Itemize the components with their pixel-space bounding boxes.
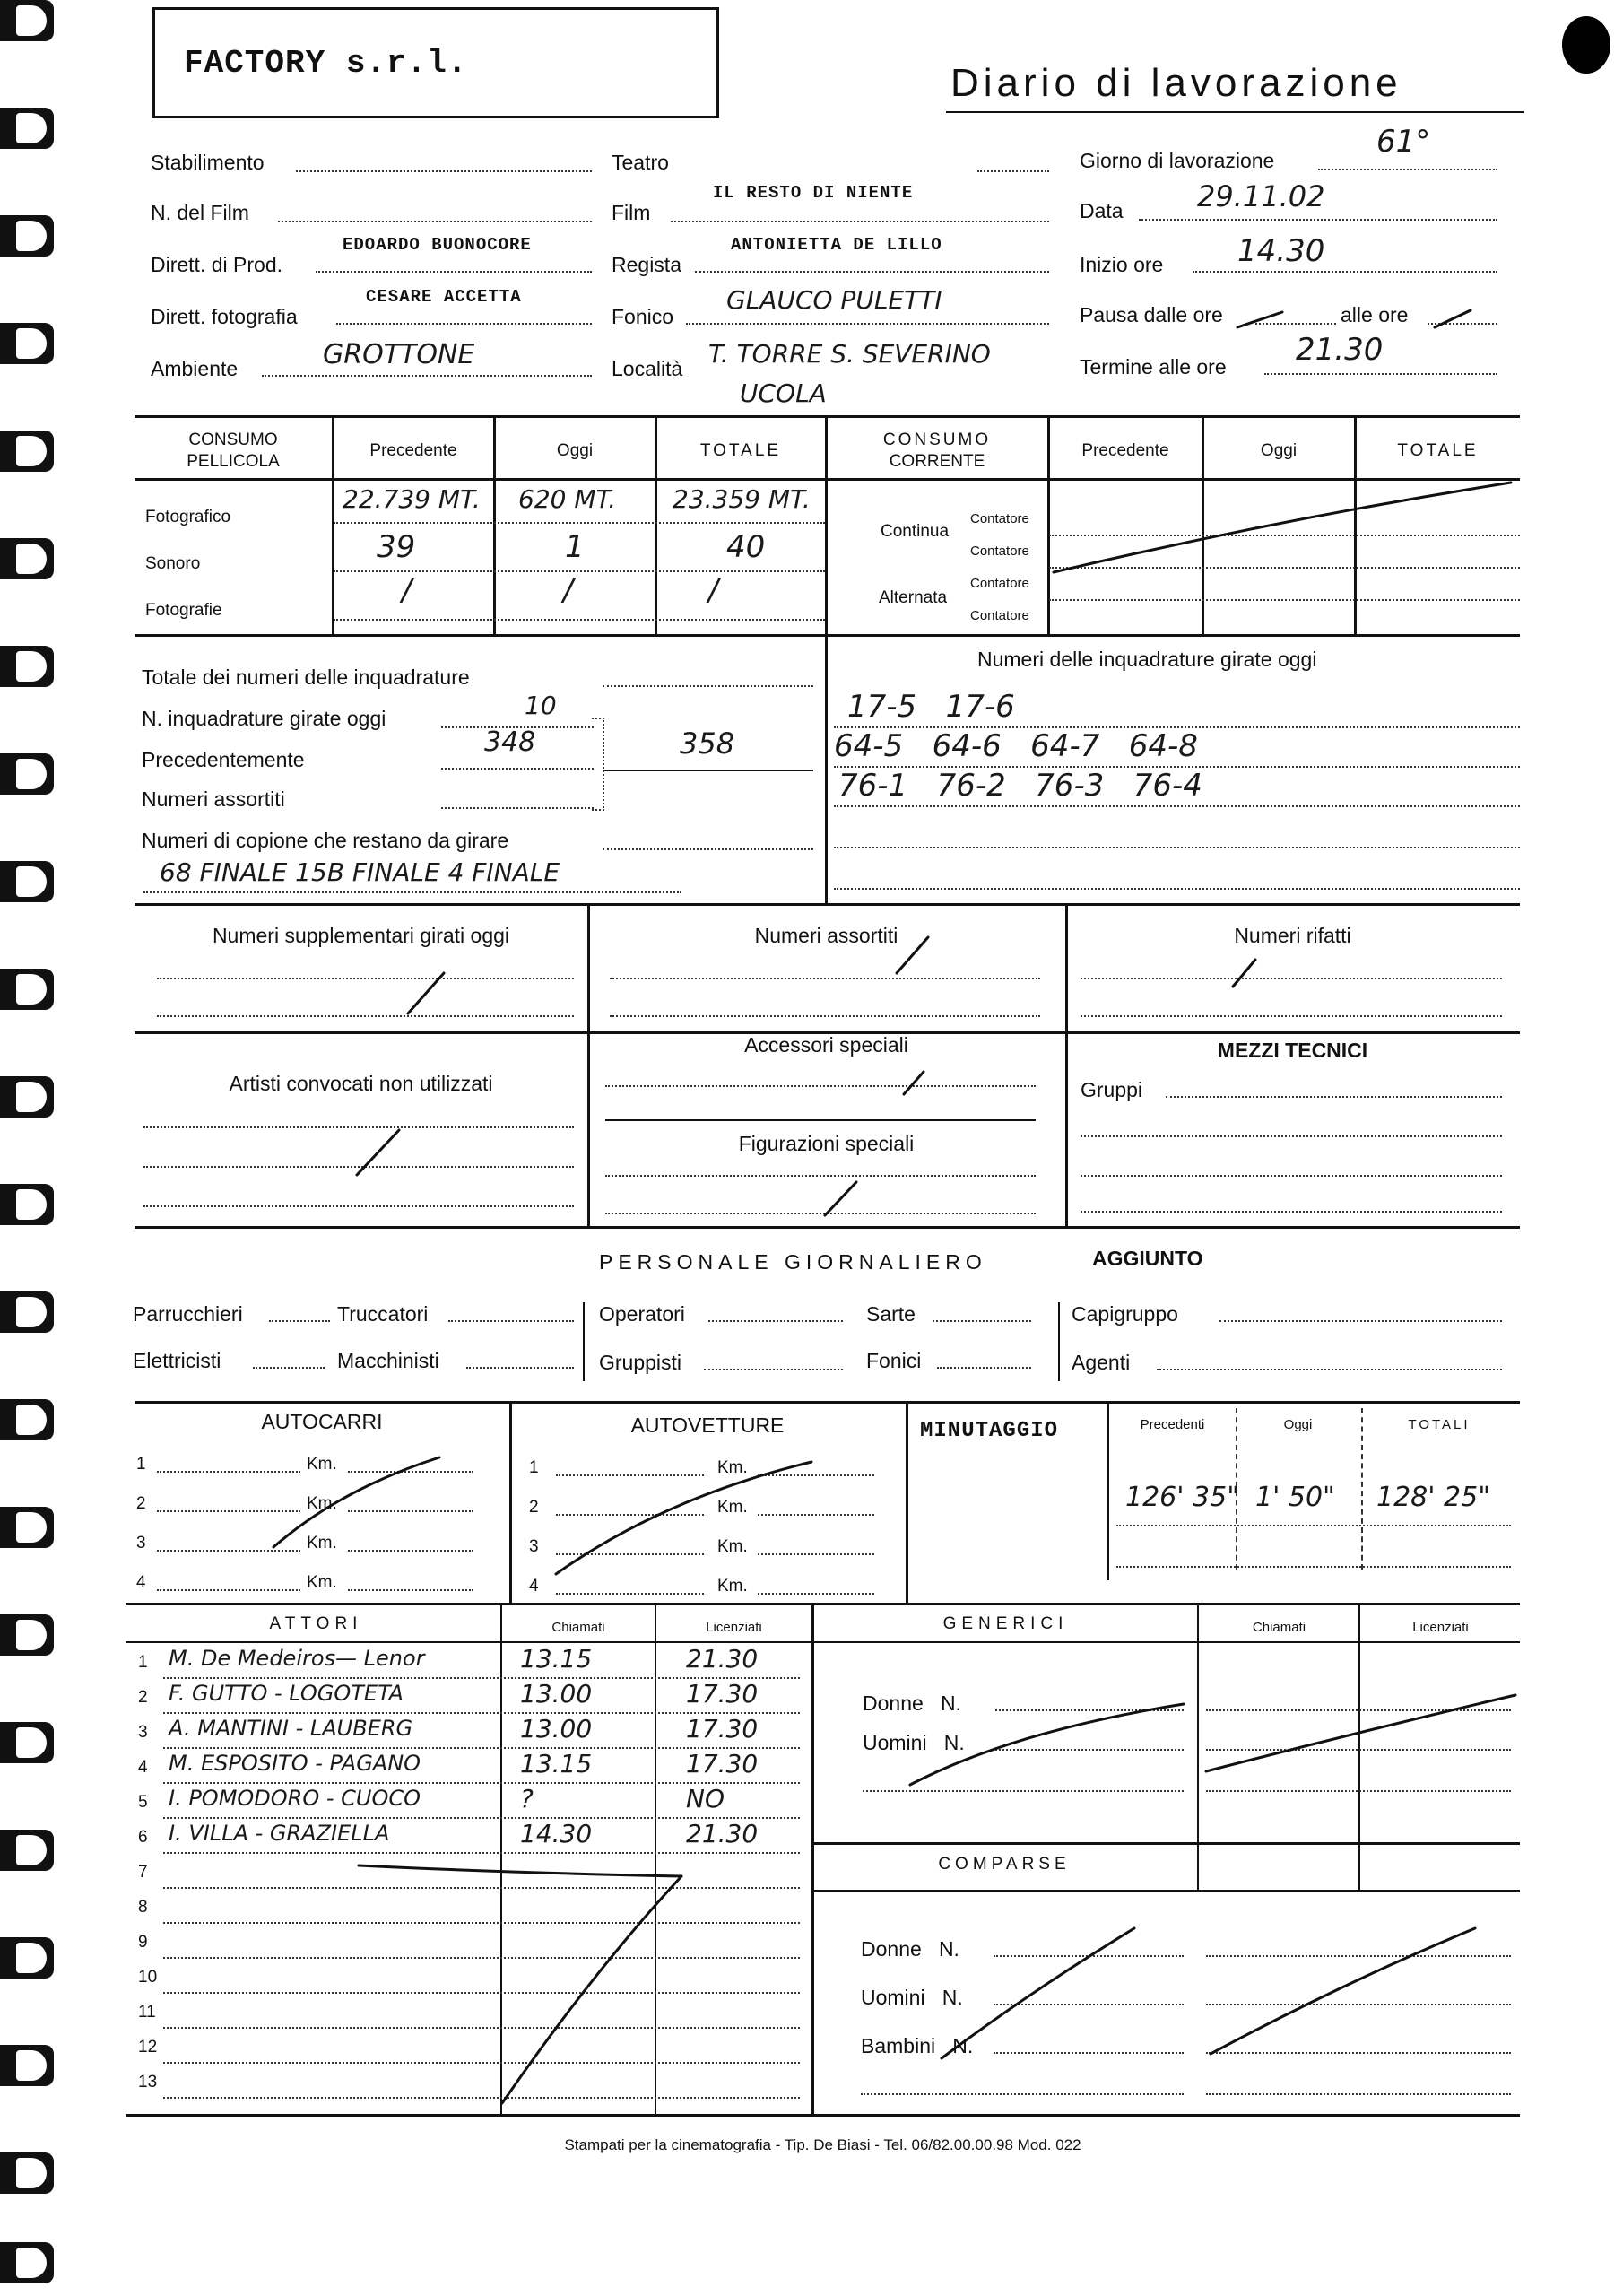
personale-title: PERSONALE GIORNALIERO — [599, 1250, 987, 1274]
km-label: Km. — [717, 1498, 748, 1517]
sarte-label: Sarte — [866, 1302, 916, 1326]
copione-label: Numeri di copione che restano da girare — [142, 829, 509, 852]
fonico-label: Fonico — [612, 305, 674, 328]
autocarro-row-num: 3 — [136, 1534, 146, 1552]
attore-chiamati: 13.15 — [520, 1644, 593, 1674]
attore-row-number: 2 — [138, 1688, 148, 1707]
km-label: Km. — [307, 1534, 337, 1552]
film-value: IL RESTO DI NIENTE — [713, 183, 914, 203]
figurazioni-label: Figurazioni speciali — [738, 1132, 915, 1155]
comparse-uomini-label: Uomini N. — [861, 1986, 963, 2009]
pellicola-cell: / — [563, 572, 574, 608]
inizio-label: Inizio ore — [1080, 253, 1164, 276]
minutaggio-header-oggi: Oggi — [1283, 1417, 1313, 1432]
comparse-title: COMPARSE — [938, 1855, 1071, 1874]
accessori-label: Accessori speciali — [744, 1033, 908, 1057]
minutaggio-header-prec: Precedenti — [1140, 1417, 1205, 1432]
dirprod-value: EDOARDO BUONOCORE — [343, 235, 532, 255]
fonici-label: Fonici — [866, 1349, 922, 1372]
pellicola-header-prec: Precedente — [369, 441, 457, 460]
ambiente-label: Ambiente — [151, 357, 239, 380]
minutaggio-title: MINUTAGGIO — [920, 1419, 1059, 1443]
localita-value-2: UCOLA — [740, 378, 827, 408]
attore-row-number: 1 — [138, 1653, 148, 1672]
inquadrature-row: 64-5 64-6 64-7 64-8 — [834, 728, 1198, 764]
attore-licenziati: 17.30 — [686, 1679, 759, 1709]
parrucchieri-label: Parrucchieri — [133, 1302, 243, 1326]
attore-row-number: 4 — [138, 1758, 148, 1777]
attore-licenziati: 17.30 — [686, 1749, 759, 1779]
pellicola-row-label: Fotografie — [145, 601, 222, 620]
nfilm-label: N. del Film — [151, 201, 249, 224]
pellicola-cell: / — [402, 572, 412, 608]
truccatori-label: Truccatori — [337, 1302, 429, 1326]
personale-aggiunto: AGGIUNTO — [1092, 1247, 1203, 1270]
pellicola-cell: 22.739 MT. — [343, 484, 481, 514]
pellicola-cell: 620 MT. — [518, 484, 617, 514]
stabilimento-label: Stabilimento — [151, 151, 265, 174]
attore-chiamati: ? — [520, 1784, 534, 1813]
km-label: Km. — [717, 1458, 748, 1477]
contatore-label: Contatore — [970, 576, 1029, 591]
km-label: Km. — [307, 1573, 337, 1592]
precedentemente-label: Precedentemente — [142, 748, 305, 771]
minutaggio-value: 126' 35" — [1125, 1482, 1240, 1513]
data-label: Data — [1080, 199, 1124, 222]
operatori-label: Operatori — [599, 1302, 685, 1326]
attore-row-number: 8 — [138, 1898, 148, 1917]
inquadrature-girate-title: Numeri delle inquadrature girate oggi — [977, 648, 1317, 671]
mezzi-label: MEZZI TECNICI — [1217, 1039, 1368, 1062]
attore-row-number: 3 — [138, 1723, 148, 1742]
inquadrature-row: 17-5 17-6 — [847, 689, 1015, 725]
attore-licenziati: 17.30 — [686, 1714, 759, 1744]
alternata-label: Alternata — [879, 588, 948, 607]
girate-oggi-label: N. inquadrature girate oggi — [142, 707, 386, 730]
numeri-assortiti-label: Numeri assortiti — [142, 787, 285, 811]
attore-chiamati: 13.00 — [520, 1679, 593, 1709]
pellicola-cell: 40 — [726, 529, 766, 565]
pellicola-row-label: Fotografico — [145, 508, 231, 526]
inquadrature-row: 76-1 76-2 76-3 76-4 — [838, 768, 1202, 804]
minutaggio-value: 1' 50" — [1255, 1482, 1335, 1513]
pellicola-header-oggi: Oggi — [556, 441, 594, 460]
autocarro-row-num: 4 — [136, 1573, 146, 1592]
pellicola-cell: / — [708, 572, 719, 608]
termine-label: Termine alle ore — [1080, 355, 1227, 378]
attori-title: ATTORI — [269, 1614, 363, 1633]
generici-uomini-label: Uomini N. — [863, 1731, 965, 1754]
attore-name: I. VILLA - GRAZIELLA — [169, 1821, 390, 1846]
generici-chiamati-header: Chiamati — [1252, 1620, 1306, 1635]
teatro-label: Teatro — [612, 151, 669, 174]
autocarro-row-num: 2 — [136, 1494, 146, 1513]
autovettura-row-num: 3 — [529, 1537, 539, 1556]
attore-row-number: 5 — [138, 1793, 148, 1812]
pellicola-header-totale: TOTALE — [699, 441, 782, 460]
corrente-title-1: CONSUMO — [882, 430, 992, 449]
gruppisti-label: Gruppisti — [599, 1351, 682, 1374]
macchinisti-label: Macchinisti — [337, 1349, 439, 1372]
continua-label: Continua — [881, 522, 950, 541]
data-value: 29.11.02 — [1197, 179, 1325, 213]
assortiti-label: Numeri assortiti — [754, 924, 898, 947]
generici-title: GENERICI — [942, 1614, 1069, 1633]
fonico-value: GLAUCO PULETTI — [726, 285, 942, 315]
attore-chiamati: 13.00 — [520, 1714, 593, 1744]
termine-value: 21.30 — [1296, 332, 1384, 368]
attori-licenziati-header: Licenziati — [706, 1620, 762, 1635]
attore-licenziati: NO — [686, 1784, 725, 1813]
totale-inquadrature-label: Totale dei numeri delle inquadrature — [142, 665, 470, 689]
autovettura-row-num: 1 — [529, 1458, 539, 1477]
attore-row-number: 9 — [138, 1933, 148, 1952]
artisti-label: Artisti convocati non utilizzati — [229, 1072, 493, 1095]
corrente-title-2: CORRENTE — [889, 452, 985, 471]
elettricisti-label: Elettricisti — [133, 1349, 221, 1372]
attore-name: I. POMODORO - CUOCO — [169, 1786, 421, 1811]
giorno-label: Giorno di lavorazione — [1080, 149, 1275, 172]
km-label: Km. — [717, 1537, 748, 1556]
km-label: Km. — [717, 1577, 748, 1596]
attore-row-number: 7 — [138, 1863, 148, 1882]
autovettura-row-num: 2 — [529, 1498, 539, 1517]
capigruppo-label: Capigruppo — [1072, 1302, 1178, 1326]
inquadrature-sum: 358 — [680, 726, 735, 761]
attore-row-number: 10 — [138, 1968, 158, 1987]
corrente-header-prec: Precedente — [1081, 441, 1169, 460]
minutaggio-value: 128' 25" — [1376, 1482, 1491, 1513]
copione-value: 68 FINALE 15B FINALE 4 FINALE — [160, 857, 560, 887]
attore-row-number: 11 — [138, 2003, 156, 2022]
alle-label: alle ore — [1341, 303, 1409, 326]
pellicola-cell: 23.359 MT. — [673, 484, 811, 514]
regista-label: Regista — [612, 253, 681, 276]
autocarro-row-num: 1 — [136, 1455, 146, 1474]
girate-oggi-value: 10 — [525, 691, 557, 720]
autocarri-label: AUTOCARRI — [261, 1410, 383, 1433]
film-label: Film — [612, 201, 651, 224]
footer-printer: Stampati per la cinematografia - Tip. De Biasi - Tel. 06/82.00.00.98 Mod. 022 — [564, 2136, 1081, 2153]
km-label: Km. — [307, 1455, 337, 1474]
corrente-header-totale: TOTALE — [1397, 441, 1479, 460]
attore-name: M. ESPOSITO - PAGANO — [169, 1751, 421, 1776]
ambiente-value: GROTTONE — [323, 339, 475, 370]
gruppi-label: Gruppi — [1081, 1078, 1143, 1101]
comparse-bambini-label: Bambini N. — [861, 2034, 974, 2057]
comparse-donne-label: Donne N. — [861, 1937, 959, 1961]
corrente-header-oggi: Oggi — [1260, 441, 1298, 460]
dirfoto-label: Dirett. fotografia — [151, 305, 298, 328]
dirprod-label: Dirett. di Prod. — [151, 253, 282, 276]
contatore-label: Contatore — [970, 608, 1029, 623]
attore-licenziati: 21.30 — [686, 1819, 759, 1848]
pellicola-title-1: CONSUMO — [188, 430, 278, 449]
attore-row-number: 13 — [138, 2073, 158, 2092]
pellicola-cell: 39 — [377, 529, 416, 565]
minutaggio-header-totali: TOTALI — [1408, 1417, 1471, 1432]
attore-chiamati: 14.30 — [520, 1819, 593, 1848]
pausa-label: Pausa dalle ore — [1080, 303, 1223, 326]
autovettura-row-num: 4 — [529, 1577, 539, 1596]
regista-value: ANTONIETTA DE LILLO — [731, 235, 942, 255]
inizio-value: 14.30 — [1237, 233, 1325, 269]
km-label: Km. — [307, 1494, 337, 1513]
form-title: Diario di lavorazione — [950, 61, 1402, 105]
autovetture-label: AUTOVETTURE — [630, 1413, 785, 1437]
attore-name: M. De Medeiros— Lenor — [169, 1646, 425, 1671]
company-name: FACTORY s.r.l. — [184, 45, 468, 82]
dirfoto-value: CESARE ACCETTA — [366, 287, 522, 307]
attore-name: A. MANTINI - LAUBERG — [169, 1716, 413, 1741]
pellicola-title-2: PELLICOLA — [187, 452, 280, 471]
pellicola-cell: 1 — [565, 529, 585, 565]
giorno-value: 61° — [1376, 124, 1431, 160]
attore-chiamati: 13.15 — [520, 1749, 593, 1779]
rifatti-label: Numeri rifatti — [1234, 924, 1351, 947]
attore-licenziati: 21.30 — [686, 1644, 759, 1674]
localita-value: T. TORRE S. SEVERINO — [708, 339, 991, 369]
agenti-label: Agenti — [1072, 1351, 1131, 1374]
attore-name: F. GUTTO - LOGOTETA — [169, 1681, 404, 1706]
attore-row-number: 6 — [138, 1828, 148, 1847]
supplementari-label: Numeri supplementari girati oggi — [212, 924, 510, 947]
contatore-label: Contatore — [970, 544, 1029, 559]
precedentemente-value: 348 — [484, 726, 536, 758]
localita-label: Località — [612, 357, 683, 380]
pellicola-row-label: Sonoro — [145, 554, 201, 573]
generici-donne-label: Donne N. — [863, 1692, 961, 1715]
generici-licenziati-header: Licenziati — [1412, 1620, 1469, 1635]
contatore-label: Contatore — [970, 511, 1029, 526]
attori-chiamati-header: Chiamati — [551, 1620, 605, 1635]
attore-row-number: 12 — [138, 2038, 158, 2057]
